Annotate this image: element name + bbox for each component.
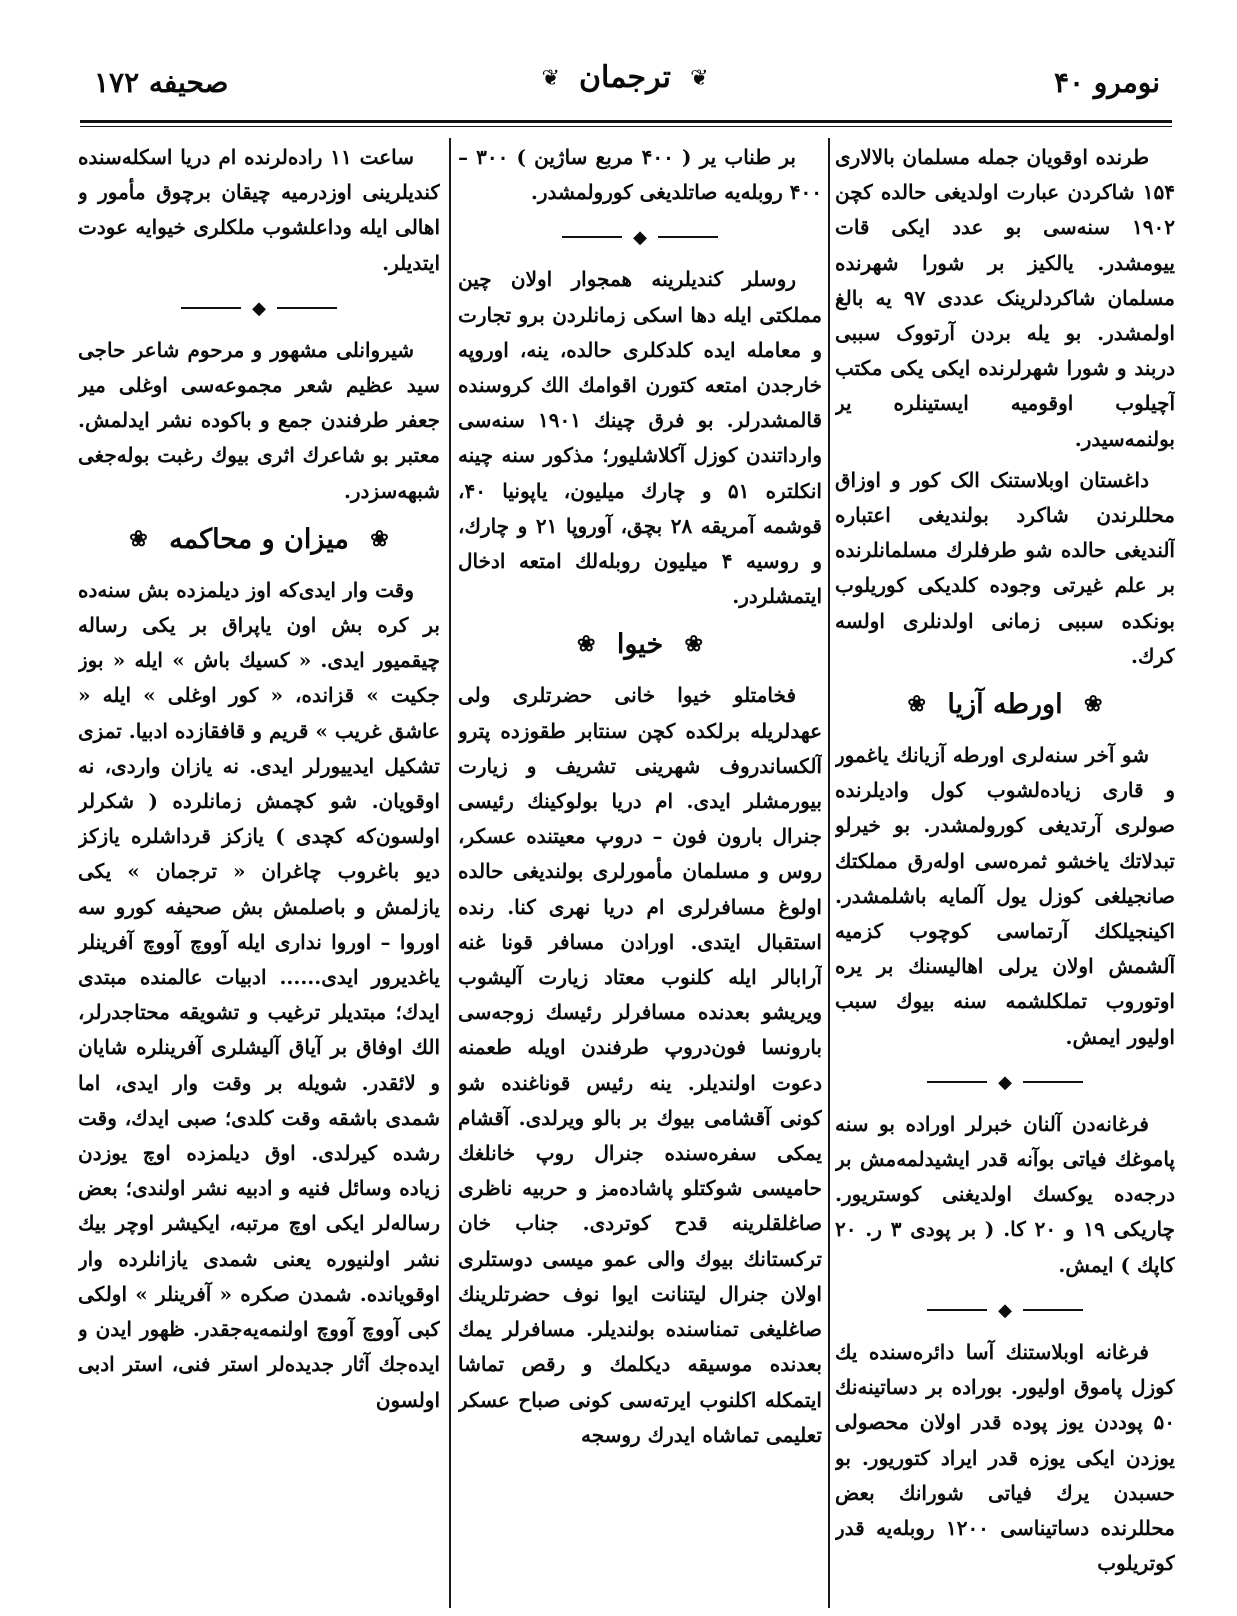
column-divider [828, 138, 830, 1608]
section-title: میزان و محاکمه [169, 523, 349, 555]
flourish-icon: ❀ [907, 691, 926, 718]
header-rule [80, 120, 1172, 123]
issue-number: نومرو ۴۰ [1053, 66, 1160, 99]
article-paragraph: داغستان اوبلاستنک الک کور و اوزاق محللرندن شاکرد بولندیغی اعتباره آلندیغی حالده شو طرفلرك مسلمانلرنده بر علم غیرتی وجوده کلدیکی کوریلوب بونکده سببی زمانی اولدنلری اولسه کرك. [835, 467, 1175, 668]
flourish-icon: ❀ [684, 631, 703, 658]
section-title: اورطه آزیا [947, 689, 1063, 721]
section-heading [78, 515, 440, 563]
article-paragraph: وقت وار ایدی‌که اوز دیلمزده بش سنه‌ده بر کره بش اون یاپراق بر یکی رساله چیقمیور ایدی. « کسیك باش » ایله « بوز جکیت » قزانده، « کور اوغلی » ایله « عاشق غریب » قریم و قافقازده ادبیا. تمزی تشکیل ایدییورلر ایدی. نه یازان واردی، نه اوقویان. شو کچمش زمانلرده ( شکرلر اولسون‌که کچدی ) یازکز قرداشلره یازکز دیو باغروب چاغران « ترجمان » یکی یازلمش و باصلمش بش صحیفه کورو سه اوروا – اوروا نداری ایله آووچ آووچ آفرینلر یاغدیرور ایدی...... ادبیات عالمنده مبتدی ایدك؛ مبتدیلر ترغیب و تشویقه محتاجدرلر، الك اوفاق بر آیاق آلیشلری آفرینلره شایان و لائقدر. شویله بر وقت وار ایدی، اما شمدی باشقه وقت کلدی؛ صبی ایدك، وقت رشده کیرلدی. اوق دیلمزده اوچ یوزدن زیاده وسائل فنیه و ادبیه نشر اولندی؛ بعض رساله‌لر ایکی اوچ مرتبه، ایکیشر اوچر بیك نشر اولنیوره یعنی شمدی یازانلرده وار اوقویانده. شمدن صکره « آفرینلر » اولکی کبی آووچ آووچ اولنمه‌یه‌جقدر. ظهور ایدن و ایده‌جك آثار جدیده‌لر استر فنی، استر ادبی اولسون [78, 577, 440, 1412]
flourish-icon: ❀ [577, 631, 596, 658]
separator [458, 216, 822, 256]
article-paragraph: بر طناب یر ( ۴۰۰ مربع ساژین ) ۳۰۰ – ۴۰۰ روبله‌یه صاتلدیغی کورولمشدر. [458, 145, 822, 205]
diamond-icon: ◆ [633, 227, 647, 249]
section-title: خیوا [616, 629, 664, 661]
article-paragraph: فرغانه اوبلاستنك آسا دائره‌سنده یك کوزل پاموق اولیور. بوراده بر دساتینه‌نك ۵۰ پوددن یوز پوده قدر اولان محصولی یوزدن ایکی یوزه قدر ایراد کتوریور. بو حسبدن یرك فیاتی شورانك بعض محللرنده دساتیناسی ۱۲۰۰ روبله‌یه قدر کوتریلوب [835, 1339, 1175, 1576]
page-number: صحیفه ۱۷۲ [94, 66, 229, 99]
separator [835, 1289, 1175, 1329]
column-left [78, 140, 440, 1600]
column-middle [458, 140, 822, 1600]
article-paragraph: فخامتلو خیوا خانی حضرتلری ولی عهدلریله برلکده کچن سنتابر طقوزده پترو آلکساندروف شهرینی تشریف و زیارت بیورمشلر ایدی. ام دریا بولوکینك رئیسی جنرال بارون فون – دروپ معیتنده عسکر، روس و مسلمان مأمورلری بولندیغی حالده اولوغ مسافرلری ام دریا نهری کنا. رنده استقبال ایتدی. اورادن مسافر قونا غنه آرابالر ایله کلنوب معتاد زیارت آلیشوب ویریشو بعدنده مسافرلر رئیسك زوجه‌سی بارونسا فون‌دروپ طرفندن اویله طعمنه دعوت اولندیلر. ینه رئیس قوناغنده شو کونی آقشامی بیوك بر بالو ویرلدی. آقشام یمکی سفره‌سنده جنرال روپ خانلغك حامیسی شوکتلو پاشاده‌مز و حربیه ناظری صاغلقلرینه قدح کوتردی. جناب خان ترکستانك بیوك والی عمو میسی دوستلری اولان جنرال لیتنانت ایوا نوف حضرتلرینك صاغلیغی تمناسنده بولندیلر. مسافرلر یمك بعدنده موسیقه دیکلمك و رقص تماشا ایتمکله اکلنوب ایرته‌سی کونی صباح عسکر تعلیمی تماشاه ایدرك روسجه [458, 683, 822, 1447]
article-paragraph: شو آخر سنه‌لری اورطه آزیانك یاغمور و قاری زیاده‌لشوب کول وادیلرنده صولری آرتدیغی کورولمشدر. بو خیرلو تبدلاتك یاخشو ثمره‌سی اوله‌رق مملکتك صانجیلغی کوزل یول آلمایه باشلمشدر. اکینجیلکك آرتماسی کوچوب کزمیه آلشمش اولان یرلی اهالیسنك بر یره اوتوروب تملکلشمه سنه بیوك سبب اولیور ایمش. [835, 743, 1175, 1049]
section-heading [835, 680, 1175, 728]
flourish-icon: ❀ [1084, 691, 1103, 718]
column-divider [449, 138, 451, 1608]
separator [835, 1061, 1175, 1101]
ornament-icon: ❦ [541, 66, 560, 91]
article-paragraph: روسلر کندیلرینه همجوار اولان چین مملکتی ایله دها اسکی زمانلردن برو تجارت و معامله ایده کلدکلری حالده، ینه، اوروپه خارجدن امتعه کتورن اقوامك الك کروسنده قالمشدرلر. بو فرق چینك ۱۹۰۱ سنه‌سی وارداتندن کوزل آکلاشلیور؛ مذکور سنه چینه انکلتره ۵۱ و چارك میلیون، یاپونیا ۴۰، قوشمه آمریقه ۲۸ بچق، آوروپا ۲۱ و چارك، و روسیه ۴ میلیون روبله‌لك امتعه ادخال ایتمشلردر. [458, 267, 822, 609]
article-paragraph: فرغانه‌دن آلنان خبرلر اوراده بو سنه پاموغك فیاتی بوآنه قدر ایشیدلمه‌مش بر درجه‌ده یوکسك اولدیغنی کوستریور. چاریکی ۱۹ و ۲۰ کا. ( بر پودی ۳ ر. ۲۰ کاپك ) ایمش. [835, 1111, 1175, 1277]
newspaper-title: ترجمان [579, 60, 671, 95]
article-paragraph: ساعت ۱۱ راده‌لرنده ام دریا اسکله‌سنده کندیلرینی اوزدرمیه چیقان برچوق مأمور و اهالی ایله وداعلشوب ملکلری خیوایه عودت ایتدیلر. [78, 145, 440, 275]
diamond-icon: ◆ [252, 297, 266, 319]
diamond-icon: ◆ [998, 1299, 1012, 1321]
diamond-icon: ◆ [998, 1071, 1012, 1093]
article-paragraph: شیروانلی مشهور و مرحوم شاعر حاجی سید عظیم شعر مجموعه‌سی اوغلی میر جعفر طرفندن جمع و باکوده نشر ایدلمش. معتبر بو شاعرك اثری بیوك رغبت بوله‌جغی شبهه‌سزدر. [78, 337, 440, 503]
article-paragraph: طرنده اوقویان جمله مسلمان بالالاری ۱۵۴ شاکردن عبارت اولدیغی حالده کچن ۱۹۰۲ سنه‌سی بو عدد ایکی قات ییومشدر. یالکیز بر شورا شهرنده مسلمان شاکردلرینک عددی ۹۷ یه بالغ اولمشدر. بو یله بردن آرتووک سببی دربند و شورا شهرلرنده ایکی یکی مکتب آچیلوب اوقومیه ایستینلره یر بولنمه‌سیدر. [835, 145, 1175, 451]
flourish-icon: ❀ [370, 525, 389, 552]
flourish-icon: ❀ [129, 525, 148, 552]
ornament-icon: ❦ [690, 66, 709, 91]
section-heading [458, 620, 822, 668]
header-rule-thin [80, 126, 1172, 127]
separator [78, 287, 440, 327]
running-header [80, 60, 1170, 120]
column-right [835, 140, 1175, 1600]
masthead [80, 60, 1170, 95]
